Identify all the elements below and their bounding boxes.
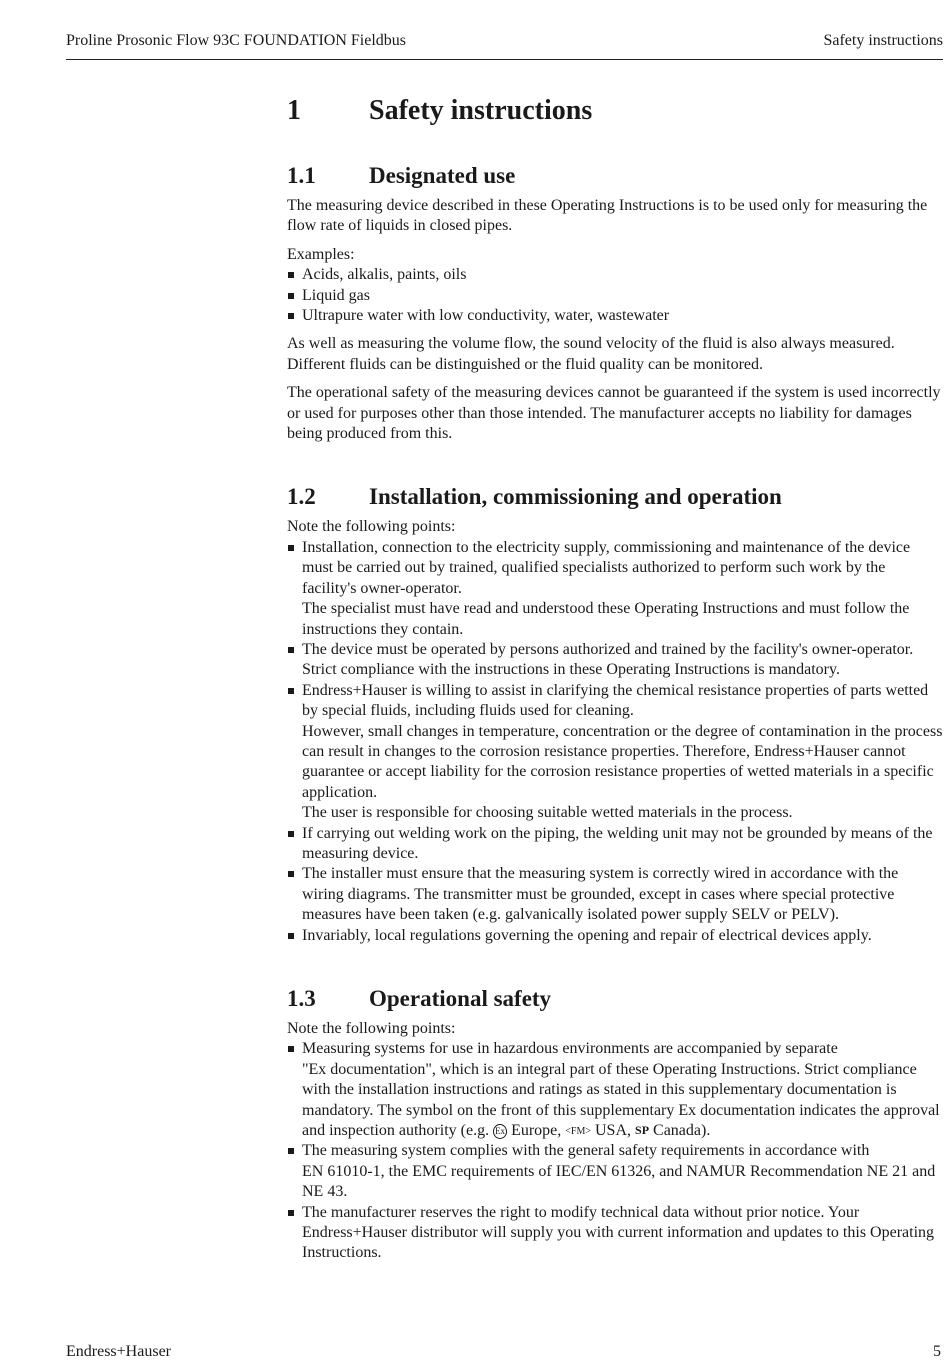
list-item: Measuring systems for use in hazardous environments are accompanied by separate "Ex documentation", which is an integral part of these Operating Instructions. Strict compliance with the installation instructions and ratings as stated in this supplementary documentation is mandatory. The symbol on the front of this supplementary Ex documentation indicates the approval and inspection authority (e.g. Ex Europe, <FM> USA, SP Canada). (287, 1039, 943, 1141)
footer-company: Endress+Hauser (66, 1343, 171, 1360)
list-item: Invariably, local regulations governing the opening and repair of electrical devices apply. (287, 926, 943, 946)
examples-label: Examples: (287, 245, 355, 263)
section-heading-installation (287, 482, 943, 512)
bullet-icon (288, 313, 294, 319)
section-title: Operational safety (369, 986, 552, 1011)
list-item: The measuring system complies with the general safety requirements in accordance with EN 61010-1, the EMC requirements of IEC/EN 61326, and NAMUR Recommendation NE 21 and NE 43. (287, 1141, 943, 1202)
list-item: Acids, alkalis, paints, oils (287, 265, 943, 285)
ex-approval-icon: Ex (493, 1124, 507, 1139)
bullet-icon (288, 1210, 294, 1216)
header-rule (66, 59, 943, 60)
bullet-icon (288, 831, 294, 837)
section-number: 1.3 (287, 986, 316, 1011)
examples-list (287, 265, 943, 326)
list-item: The installer must ensure that the measuring system is correctly wired in accordance with the wiring diagrams. The transmitter must be grounded, except in cases where special protective measures have been taken (e.g. galvanically isolated power supply SELV or PELV). (287, 864, 943, 925)
bullet-icon (288, 933, 294, 939)
page-footer (66, 1343, 943, 1361)
section-title: Designated use (369, 163, 516, 188)
section-number: 1.2 (287, 484, 316, 510)
list-intro: Note the following points: (287, 518, 456, 536)
list-item: Liquid gas (287, 286, 943, 306)
list-item: Endress+Hauser is willing to assist in clarifying the chemical resistance properties of parts wetted by special fluids, including fluids used for cleaning. However, small changes in temperature, concentration or the degree of contamination in the process can result in changes to the corrosion resistance properties. Therefore, Endress+Hauser cannot guarantee or accept liability for the corrosion resistance properties of wetted materials in a specific application. The user is responsible for choosing suitable wetted materials in the process. (287, 681, 943, 824)
header-section-title: Safety instructions (823, 32, 943, 49)
bullet-icon (288, 1046, 294, 1052)
bullet-icon (288, 272, 294, 278)
chapter-number: 1 (287, 95, 301, 126)
installation-points-list (287, 538, 943, 946)
list-item: The device must be operated by persons authorized and trained by the facility's owner-operator. Strict compliance with the instructions in these Operating Instructions is mandatory. (287, 640, 943, 681)
list-item: If carrying out welding work on the piping, the welding unit may not be grounded by means of the measuring device. (287, 824, 943, 865)
header-document-title: Proline Prosonic Flow 93C FOUNDATION Fieldbus (66, 32, 407, 49)
list-item: The manufacturer reserves the right to modify technical data without prior notice. Your Endress+Hauser distributor will supply you with current information and updates to this Operating Instructions. (287, 1203, 943, 1264)
bullet-icon (288, 1148, 294, 1154)
list-item: Installation, connection to the electricity supply, commissioning and maintenance of the device must be carried out by trained, qualified specialists authorized to perform such work by the facility's owner-operator. The specialist must have read and understood these Operating Instructions and must follow the instructions they contain. (287, 538, 943, 640)
page-header (66, 32, 943, 50)
page-number: 5 (933, 1343, 941, 1360)
bullet-icon (288, 545, 294, 551)
bullet-icon (288, 647, 294, 653)
bullet-icon (288, 871, 294, 877)
bullet-icon (288, 688, 294, 694)
bullet-icon (288, 293, 294, 299)
operational-safety-list (287, 1039, 943, 1263)
chapter-title: Safety instructions (369, 95, 593, 126)
csa-approval-icon: SP (635, 1123, 650, 1138)
paragraph: As well as measuring the volume flow, the sound velocity of the fluid is also always measured. Different fluids can be distinguished or the fluid quality can be monitored. (287, 335, 895, 373)
paragraph: The measuring device described in these Operating Instructions is to be used only for measuring the flow rate of liquids in closed pipes. (287, 197, 928, 235)
fm-approval-icon: <FM> (565, 1126, 591, 1138)
list-item: Ultrapure water with low conductivity, water, wastewater (287, 306, 943, 326)
list-intro: Note the following points: (287, 1020, 456, 1037)
page-body (287, 93, 943, 1264)
section-number: 1.1 (287, 163, 316, 188)
section-heading-operational-safety (287, 984, 943, 1014)
section-title: Installation, commissioning and operation (369, 484, 782, 510)
paragraph: The operational safety of the measuring devices cannot be guaranteed if the system is used incorrectly or used for purposes other than those intended. The manufacturer accepts no liability for damages being produced from this. (287, 384, 941, 443)
chapter-heading (287, 93, 943, 129)
section-heading-designated-use (287, 161, 943, 191)
